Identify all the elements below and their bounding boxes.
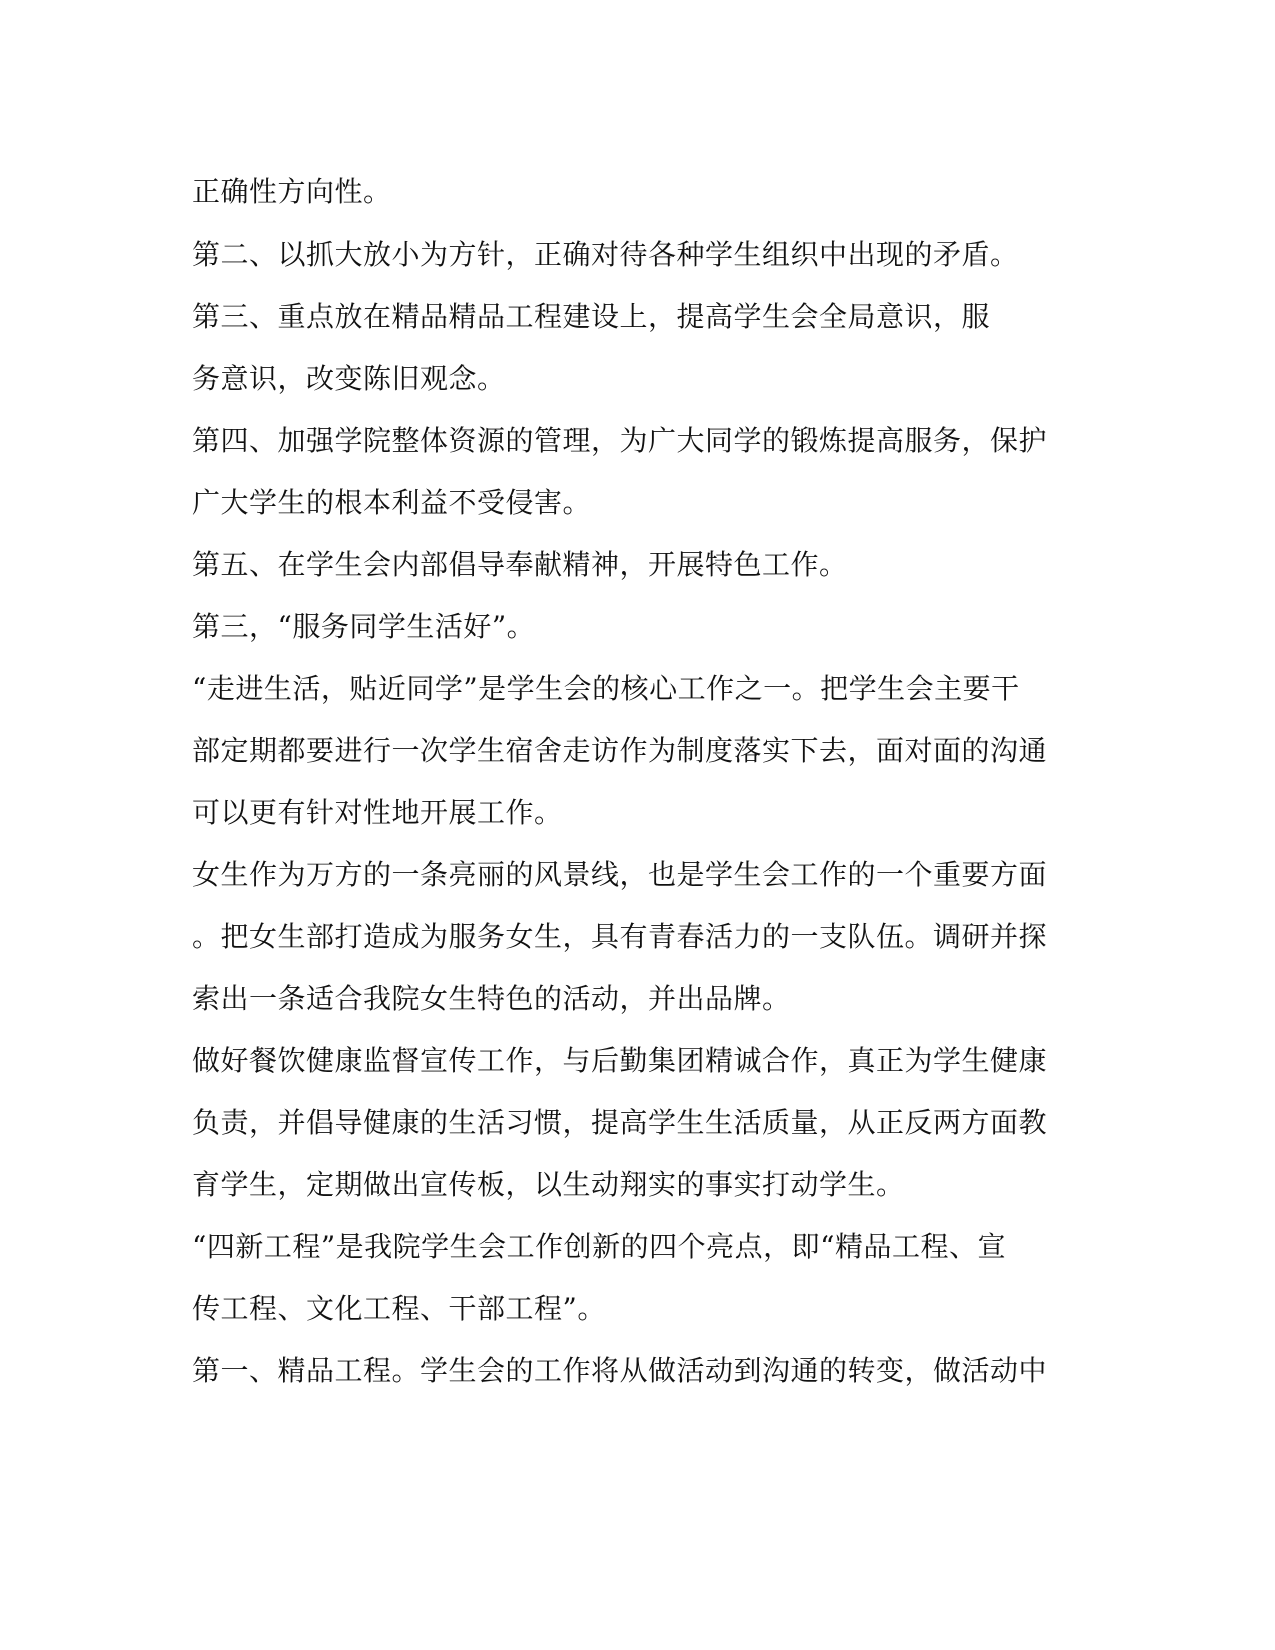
text-line: 广大学生的根本利益不受侵害。: [192, 486, 592, 519]
text-line: 育学生，定期做出宣传板，以生动翔实的事实打动学生。: [192, 1168, 905, 1201]
text-line: 第二、以抓大放小为方针，正确对待各种学生组织中出现的矛盾。: [192, 238, 1019, 271]
text-line: 索出一条适合我院女生特色的活动，并出品牌。: [192, 982, 791, 1015]
text-line: 女生作为万方的一条亮丽的风景线，也是学生会工作的一个重要方面: [192, 858, 1048, 891]
text-line: 第一、精品工程。学生会的工作将从做活动到沟通的转变，做活动中: [192, 1354, 1048, 1387]
text-line: 负责，并倡导健康的生活习惯，提高学生生活质量，从正反两方面教: [192, 1106, 1048, 1139]
text-line: 。把女生部打造成为服务女生，具有青春活力的一支队伍。调研并探: [192, 920, 1048, 953]
text-line: 第三，“服务同学生活好”。: [192, 610, 536, 643]
text-line: 第五、在学生会内部倡导奉献精神，开展特色工作。: [192, 548, 848, 581]
text-line: 传工程、文化工程、干部工程”。: [192, 1292, 606, 1325]
text-line: 可以更有针对性地开展工作。: [192, 796, 563, 829]
text-line: 部定期都要进行一次学生宿舍走访作为制度落实下去，面对面的沟通: [192, 734, 1048, 767]
text-line: 务意识，改变陈旧观念。: [192, 362, 506, 395]
text-line: 第三、重点放在精品精品工程建设上，提高学生会全局意识，服: [192, 300, 991, 333]
text-line: 做好餐饮健康监督宣传工作，与后勤集团精诚合作，真正为学生健康: [192, 1044, 1048, 1077]
text-line: 第四、加强学院整体资源的管理，为广大同学的锻炼提高服务，保护: [192, 424, 1048, 457]
text-line: 正确性方向性。: [192, 175, 392, 208]
text-line: “走进生活，贴近同学”是学生会的核心工作之一。把学生会主要干: [192, 672, 1020, 705]
text-line: “四新工程”是我院学生会工作创新的四个亮点，即“精品工程、宣: [192, 1230, 1006, 1263]
